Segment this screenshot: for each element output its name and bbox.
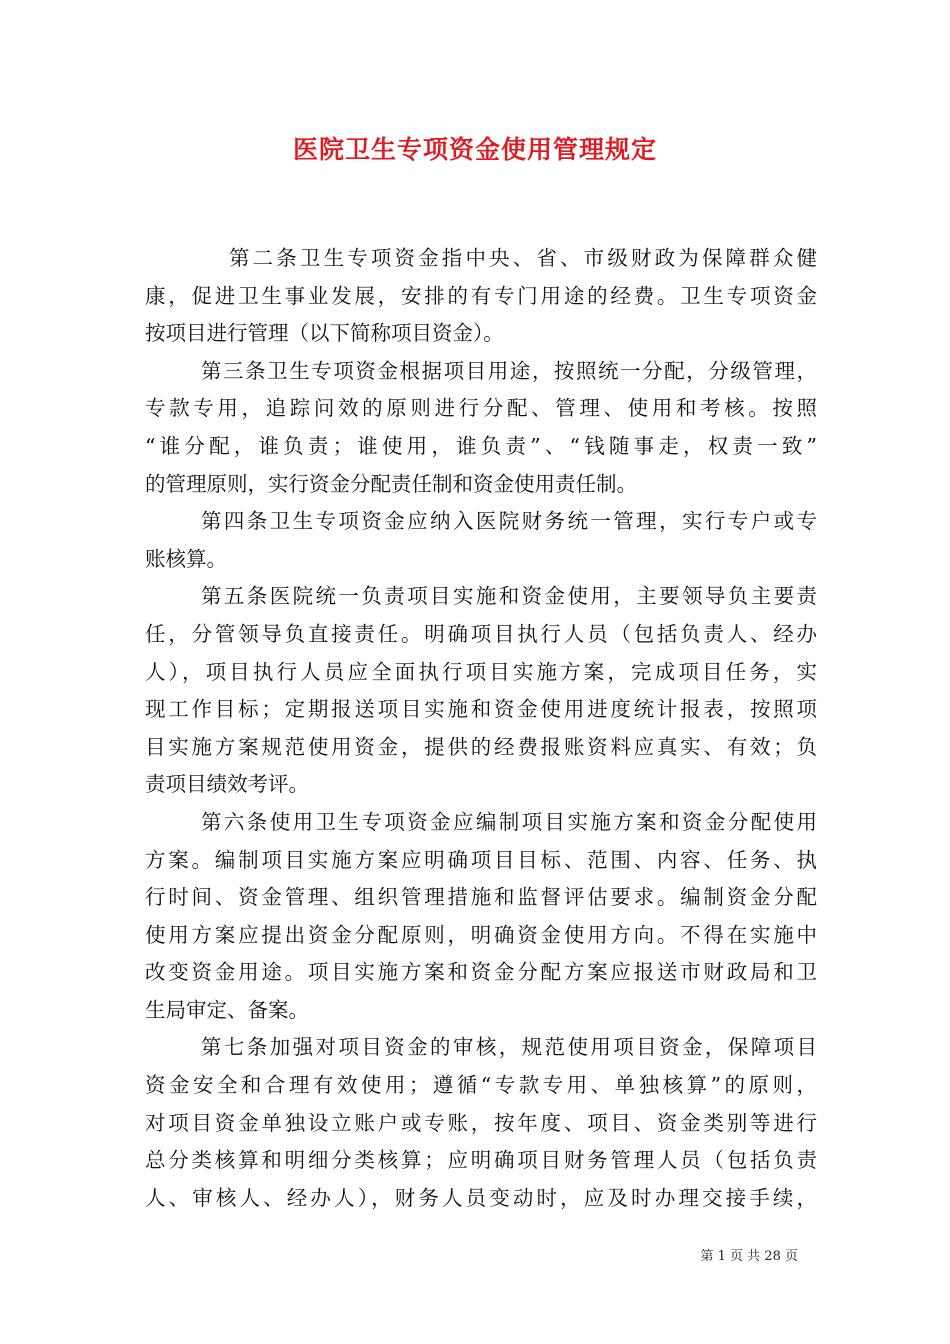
paragraph-line: 生局审定、备案。 (145, 997, 309, 1022)
paragraph-line: 改变资金用途。项目实施方案和资金分配方案应报送市财政局和卫 (145, 960, 817, 985)
paragraph-line: 使用方案应提出资金分配原则，明确资金使用方向。不得在实施中 (145, 922, 817, 947)
page-number: 第 1 页 共 28 页 (700, 1249, 798, 1264)
paragraph-line: 第四条卫生专项资金应纳入医院财务统一管理，实行专户或专 (201, 509, 817, 534)
paragraph-line: 对项目资金单独设立账户或专账，按年度、项目、资金类别等进行 (145, 1110, 817, 1135)
paragraph-line: 行时间、资金管理、组织管理措施和监督评估要求。编制资金分配 (145, 885, 817, 910)
paragraph-line: 第七条加强对项目资金的审核，规范使用项目资金，保障项目 (201, 1035, 817, 1060)
paragraph-line: 现工作目标；定期报送项目实施和资金使用进度统计报表，按照项 (145, 697, 817, 722)
paragraph-line: 方案。编制项目实施方案应明确项目目标、范围、内容、任务、执 (145, 847, 817, 872)
paragraph-line: 账核算。 (145, 546, 227, 571)
document-body (145, 240, 817, 1217)
paragraph-line: 人），项目执行人员应全面执行项目实施方案，完成项目任务，实 (145, 659, 817, 684)
paragraph-line: 康，促进卫生事业发展，安排的有专门用途的经费。卫生专项资金 (145, 283, 817, 308)
document-title: 医院卫生专项资金使用管理规定 (292, 135, 657, 164)
paragraph-line: 任，分管领导负直接责任。明确项目执行人员（包括负责人、经办 (145, 621, 817, 646)
paragraph-line: 责项目绩效考评。 (145, 772, 309, 797)
paragraph-line: 按项目进行管理（以下简称项目资金）。 (145, 321, 504, 346)
paragraph-line: 总分类核算和明细分类核算；应明确项目财务管理人员（包括负责 (145, 1148, 817, 1173)
paragraph-line: 专款专用，追踪问效的原则进行分配、管理、使用和考核。按照 (145, 396, 817, 421)
paragraph-line: 第五条医院统一负责项目实施和资金使用，主要领导负主要责 (201, 584, 817, 609)
paragraph-line: 资金安全和合理有效使用；遵循“专款专用、单独核算”的原则， (145, 1073, 817, 1098)
paragraph-line: 第二条卫生专项资金指中央、省、市级财政为保障群众健 (229, 246, 817, 270)
paragraph-line: 第六条使用卫生专项资金应编制项目实施方案和资金分配使用 (201, 809, 817, 834)
paragraph-line: 人、审核人、经办人），财务人员变动时，应及时办理交接手续， (145, 1185, 817, 1210)
paragraph-line: 目实施方案规范使用资金，提供的经费报账资料应真实、有效；负 (145, 734, 817, 759)
paragraph-line: “谁分配，谁负责；谁使用，谁负责”、“钱随事走，权责一致” (145, 433, 817, 458)
paragraph-line: 第三条卫生专项资金根据项目用途，按照统一分配，分级管理， (201, 358, 817, 383)
paragraph-line: 的管理原则，实行资金分配责任制和资金使用责任制。 (145, 471, 637, 496)
